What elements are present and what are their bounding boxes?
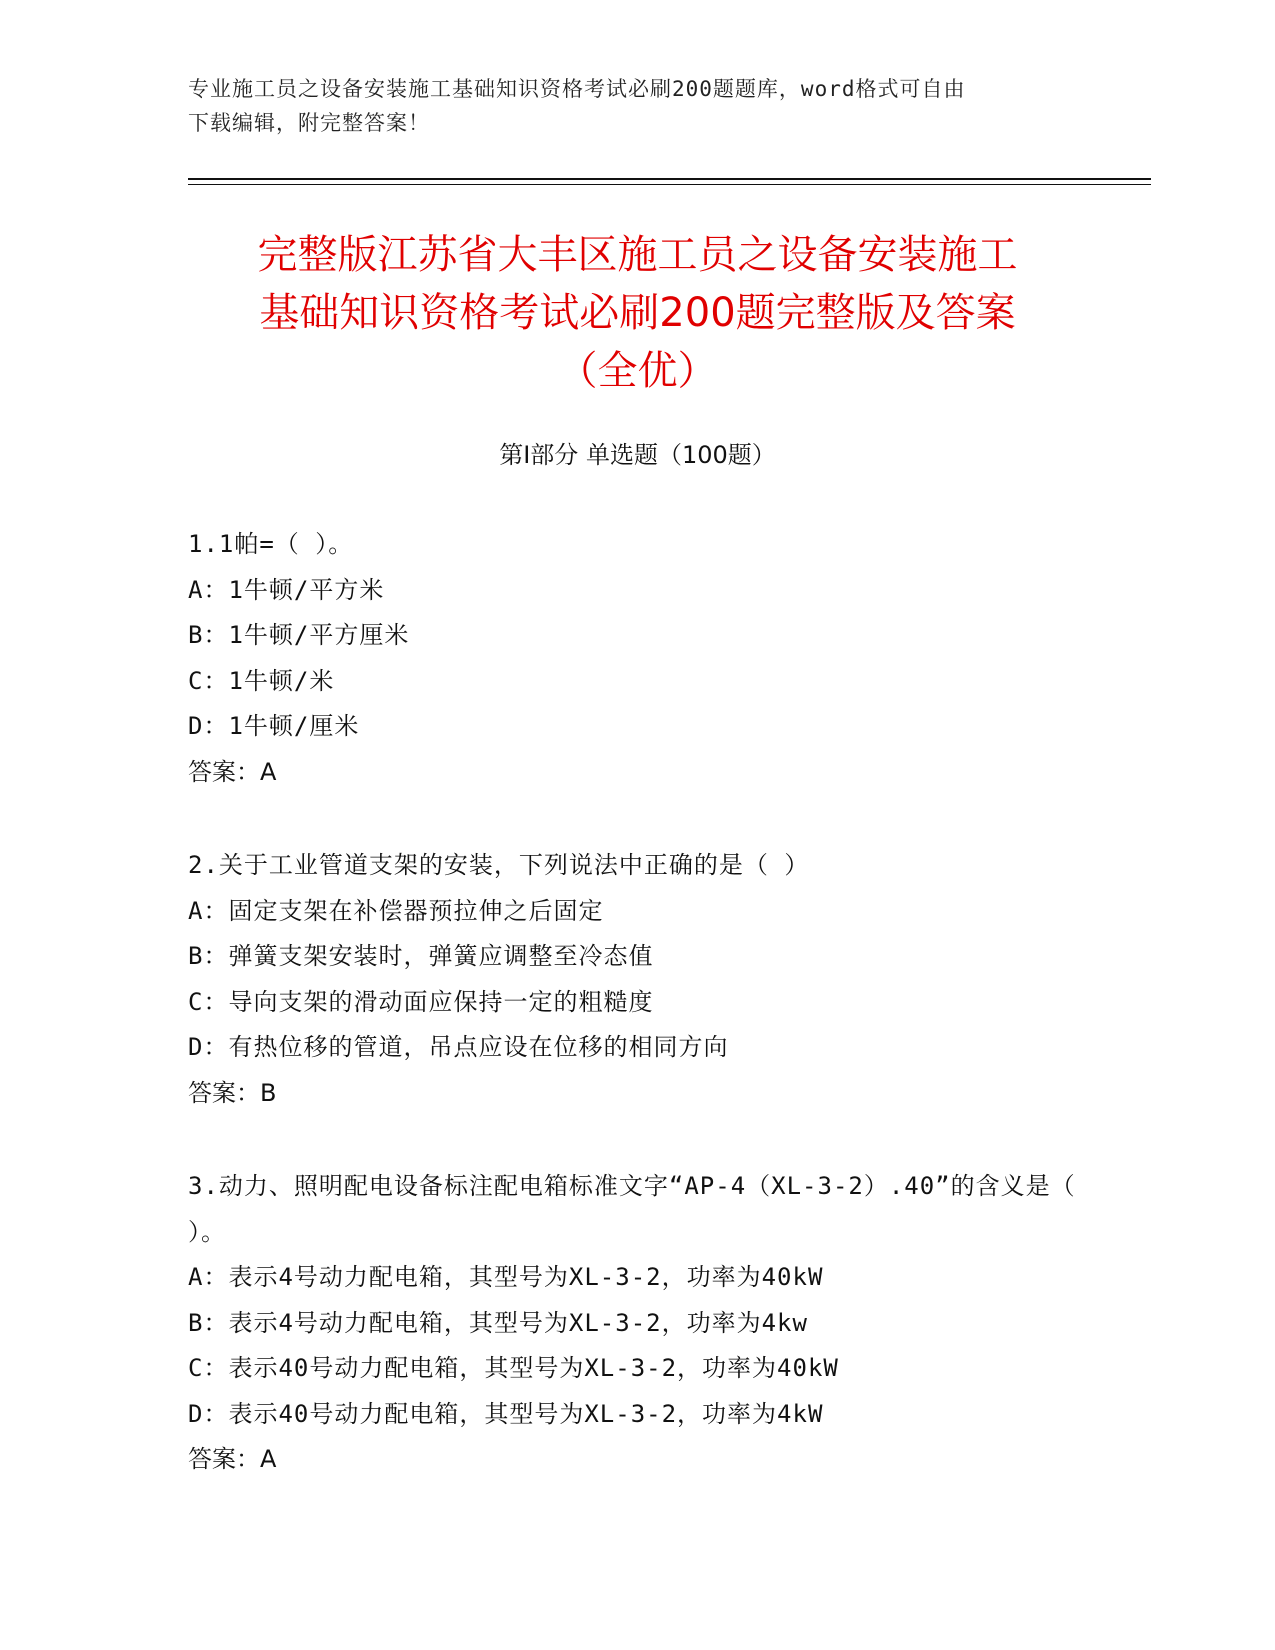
- option-b: B：表示4号动力配电箱，其型号为XL-3-2，功率为4kw: [188, 1308, 808, 1337]
- answer-line: 答案：A: [188, 757, 277, 786]
- question-list: [188, 522, 1088, 1531]
- option-d: D：1牛顿/厘米: [188, 712, 360, 740]
- question-item: [188, 843, 1088, 1116]
- option-d: D：表示40号动力配电箱，其型号为XL-3-2，功率为4kW: [188, 1399, 824, 1428]
- question-stem: 2.关于工业管道支架的安装，下列说法中正确的是（ ）: [188, 851, 810, 879]
- option-a: A：1牛顿/平方米: [188, 575, 385, 604]
- document-header-note: [188, 72, 1088, 140]
- title-line-1: 完整版江苏省大丰区施工员之设备安装施工: [257, 232, 1018, 278]
- question-stem: 1.1帕=（ ）。: [188, 530, 354, 558]
- option-b: B：1牛顿/平方厘米: [188, 621, 410, 649]
- option-c: C：导向支架的滑动面应保持一定的粗糙度: [188, 987, 654, 1016]
- header-divider-thin: [188, 184, 1151, 185]
- question-item: [188, 1164, 1088, 1483]
- section-heading: 第Ⅰ部分 单选题（100题）: [499, 441, 776, 469]
- option-d: D：有热位移的管道，吊点应设在位移的相同方向: [188, 1033, 729, 1061]
- title-line-2: 基础知识资格考试必刷200题完整版及答案: [259, 290, 1016, 336]
- header-note-line-1: 专业施工员之设备安装施工基础知识资格考试必刷200题题库，word格式可自由: [188, 77, 966, 101]
- answer-line: 答案：B: [188, 1078, 277, 1107]
- document-title: [160, 226, 1115, 400]
- option-c: C：1牛顿/米: [188, 666, 335, 695]
- question-item: [188, 522, 1088, 795]
- header-divider-thick: [188, 178, 1151, 180]
- option-b: B：弹簧支架安装时，弹簧应调整至冷态值: [188, 942, 654, 970]
- answer-line: 答案：A: [188, 1445, 277, 1473]
- header-note-line-2: 下载编辑，附完整答案！: [188, 111, 430, 135]
- question-stem: 3.动力、照明配电设备标注配电箱标准文字“AP-4（XL-3-2）.40”的含义是（ ）。: [188, 1172, 1076, 1246]
- option-a: A：表示4号动力配电箱，其型号为XL-3-2，功率为40kW: [188, 1263, 824, 1291]
- option-a: A：固定支架在补偿器预拉伸之后固定: [188, 896, 604, 925]
- option-c: C：表示40号动力配电箱，其型号为XL-3-2，功率为40kW: [188, 1354, 839, 1382]
- title-line-3: （全优）: [557, 348, 718, 394]
